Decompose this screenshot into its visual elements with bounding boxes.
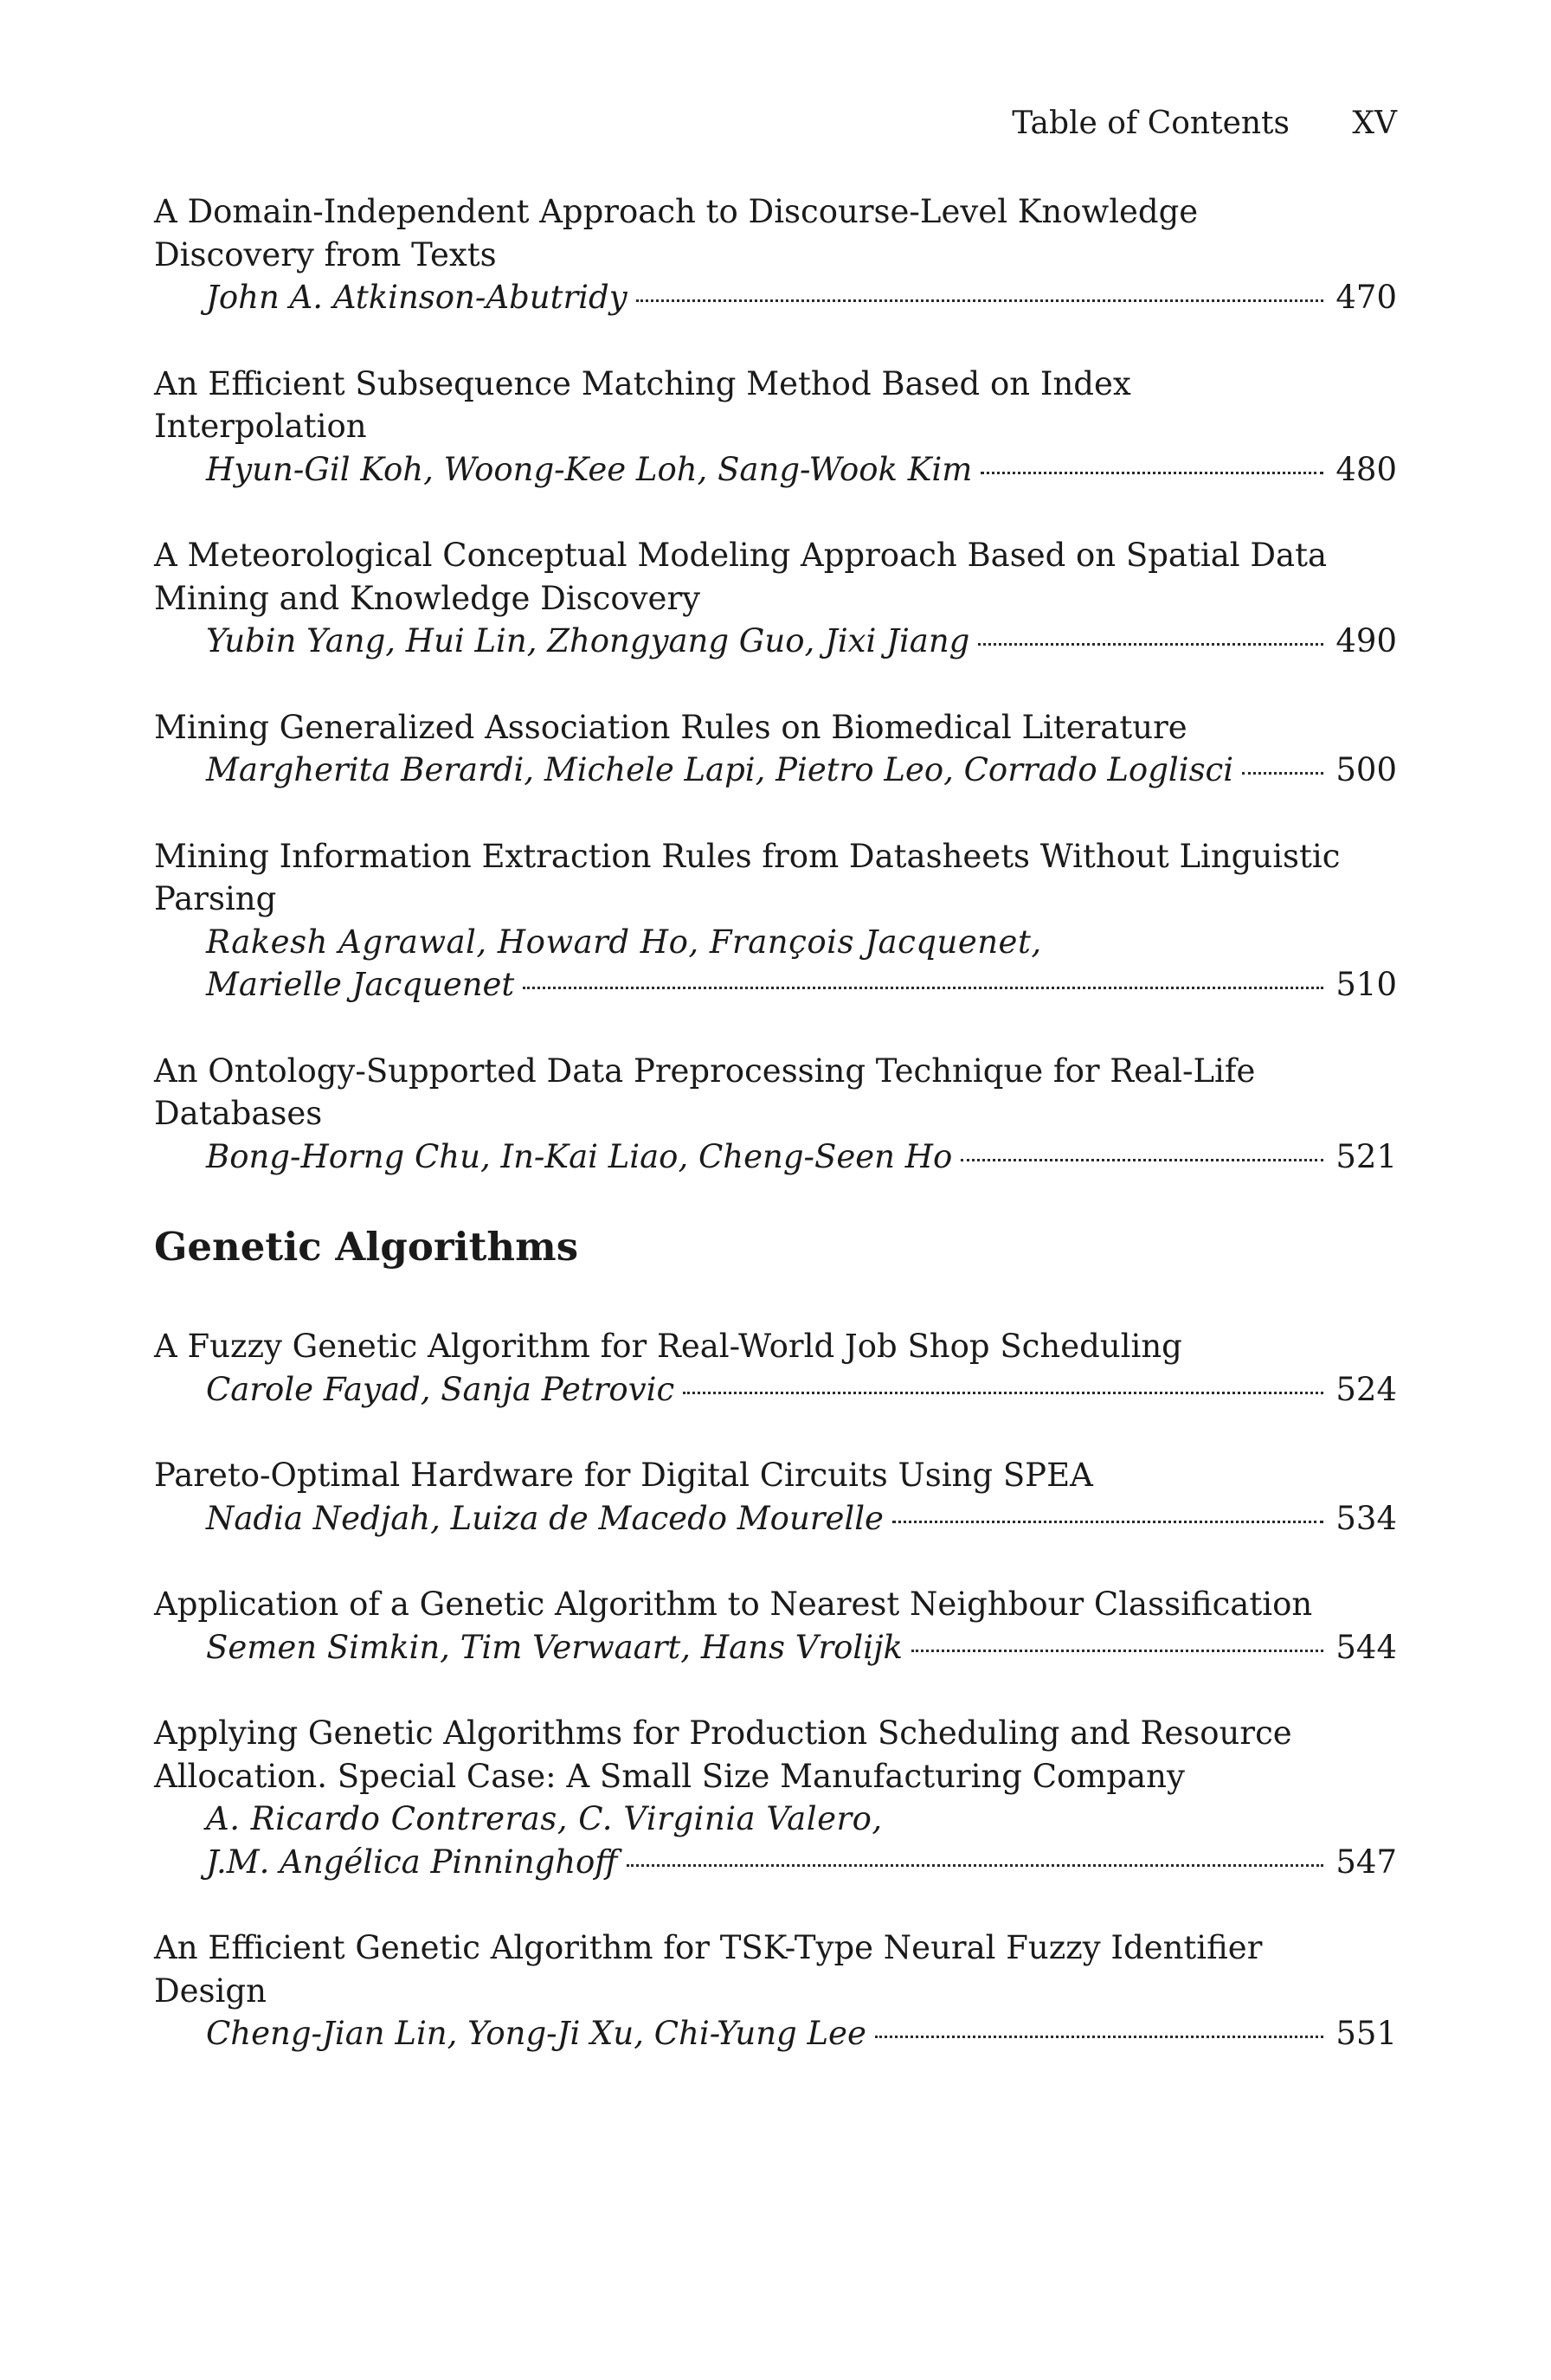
dot-leader [892,1521,1323,1523]
toc-entry-authors-row [206,749,1397,792]
dot-leader [978,643,1323,646]
toc-entry-page: 534 [1335,1499,1397,1537]
dot-leader [627,1864,1324,1867]
toc-entry-title: A Domain-Independent Approach to Discourse-Level Knowledge Discovery from Texts [154,193,1199,273]
toc-entry-title: Pareto-Optimal Hardware for Digital Circuits Using SPEA [154,1457,1093,1494]
toc-entry-page: 510 [1335,966,1397,1003]
toc-entry-authors-line: A. Ricardo Contreras, C. Virginia Valero, [206,1800,883,1837]
toc-entry-title: An Efficient Subsequence Matching Method Based on Index Interpolation [154,364,1131,445]
toc-entry-authors-row [206,1626,1397,1669]
toc-entry-authors: Carole Fayad, Sanja Petrovic [206,1370,675,1408]
toc-entry-authors-row [206,1135,1397,1179]
dot-leader [961,1159,1323,1161]
toc-entry-page: 490 [1335,622,1397,659]
toc-entry-page: 521 [1335,1137,1397,1175]
running-header-title: Table of Contents [1012,106,1290,141]
table-of-contents [154,190,1397,2099]
toc-entry[interactable] [154,835,1397,1007]
toc-entry-authors-row [206,963,1397,1007]
toc-entry-title: An Efficient Genetic Algorithm for TSK-Type Neural Fuzzy Identifier Design [154,1929,1263,2010]
dot-leader [1242,772,1323,775]
running-header [154,102,1397,145]
toc-entry-title: An Ontology-Supported Data Preprocessing Technique for Real-Life Databases [154,1052,1256,1132]
dot-leader [636,299,1324,302]
toc-entry[interactable] [154,1050,1397,1179]
toc-entry-page: 551 [1335,2015,1397,2052]
toc-entry-authors-row [206,2012,1397,2055]
toc-entry-page: 544 [1335,1628,1397,1666]
toc-entry-title: Application of a Genetic Algorithm to Nearest Neighbour Classification [154,1586,1313,1623]
dot-leader [875,2036,1324,2038]
toc-entry-authors-row [206,1841,1397,1884]
toc-entry-title: Mining Information Extraction Rules from Datasheets Without Linguistic Parsing [154,837,1341,917]
dot-leader [683,1392,1323,1394]
toc-entry-authors: Marielle Jacquenet [206,966,515,1003]
dot-leader [911,1650,1323,1652]
toc-entry-authors: Cheng-Jian Lin, Yong-Ji Xu, Chi-Yung Lee [206,2015,866,2052]
dot-leader [981,472,1323,474]
toc-entry-authors: Yubin Yang, Hui Lin, Zhongyang Guo, Jixi Jiang [206,622,970,659]
toc-entry[interactable] [154,190,1397,319]
toc-entry-title: A Meteorological Conceptual Modeling Approach Based on Spatial Data Mining and Knowledge Discovery [154,537,1327,617]
dot-leader [523,987,1323,989]
toc-entry-authors: Semen Simkin, Tim Verwaart, Hans Vrolijk [206,1628,903,1666]
toc-entry-authors: J.M. Angélica Pinninghoff [206,1843,618,1881]
toc-entry-page: 470 [1335,279,1397,316]
toc-entry-authors: Nadia Nedjah, Luiza de Macedo Mourelle [206,1499,884,1537]
toc-entry-authors: Hyun-Gil Koh, Woong-Kee Loh, Sang-Wook Kim [206,450,973,488]
toc-entry-page: 480 [1335,450,1397,488]
toc-entry-authors-row [206,1368,1397,1412]
toc-entry-authors-row [206,448,1397,492]
toc-entry-authors-row [206,620,1397,663]
toc-entry-title: Mining Generalized Association Rules on Biomedical Literature [154,708,1187,746]
toc-entry[interactable] [154,1583,1397,1669]
toc-entry-authors: Bong-Horng Chu, In-Kai Liao, Cheng-Seen Ho [206,1137,953,1175]
toc-entry[interactable] [154,1927,1397,2055]
toc-entry[interactable] [154,363,1397,492]
toc-entry[interactable] [154,1454,1397,1540]
running-header-page-number: XV [1352,106,1397,141]
toc-entry[interactable] [154,1325,1397,1411]
toc-entry-authors-line: Rakesh Agrawal, Howard Ho, François Jacquenet, [206,923,1042,961]
toc-entry-authors-row [206,1497,1397,1541]
toc-entry-page: 524 [1335,1370,1397,1408]
toc-entry-authors-row [206,276,1397,319]
toc-entry-title: Applying Genetic Algorithms for Production Scheduling and Resource Allocation. Special Case: A Small Size Manufacturing Company [154,1714,1292,1795]
toc-entry-title: A Fuzzy Genetic Algorithm for Real-World Job Shop Scheduling [154,1328,1182,1365]
toc-entry[interactable] [154,1712,1397,1883]
toc-entry[interactable] [154,706,1397,792]
toc-entry-authors: John A. Atkinson-Abutridy [206,279,627,316]
toc-entry-page: 547 [1335,1843,1397,1881]
toc-entry-page: 500 [1335,751,1397,788]
toc-entry[interactable] [154,534,1397,663]
section-heading: Genetic Algorithms [154,1224,579,1270]
toc-entry-authors: Margherita Berardi, Michele Lapi, Pietro Leo, Corrado Loglisci [206,751,1234,788]
